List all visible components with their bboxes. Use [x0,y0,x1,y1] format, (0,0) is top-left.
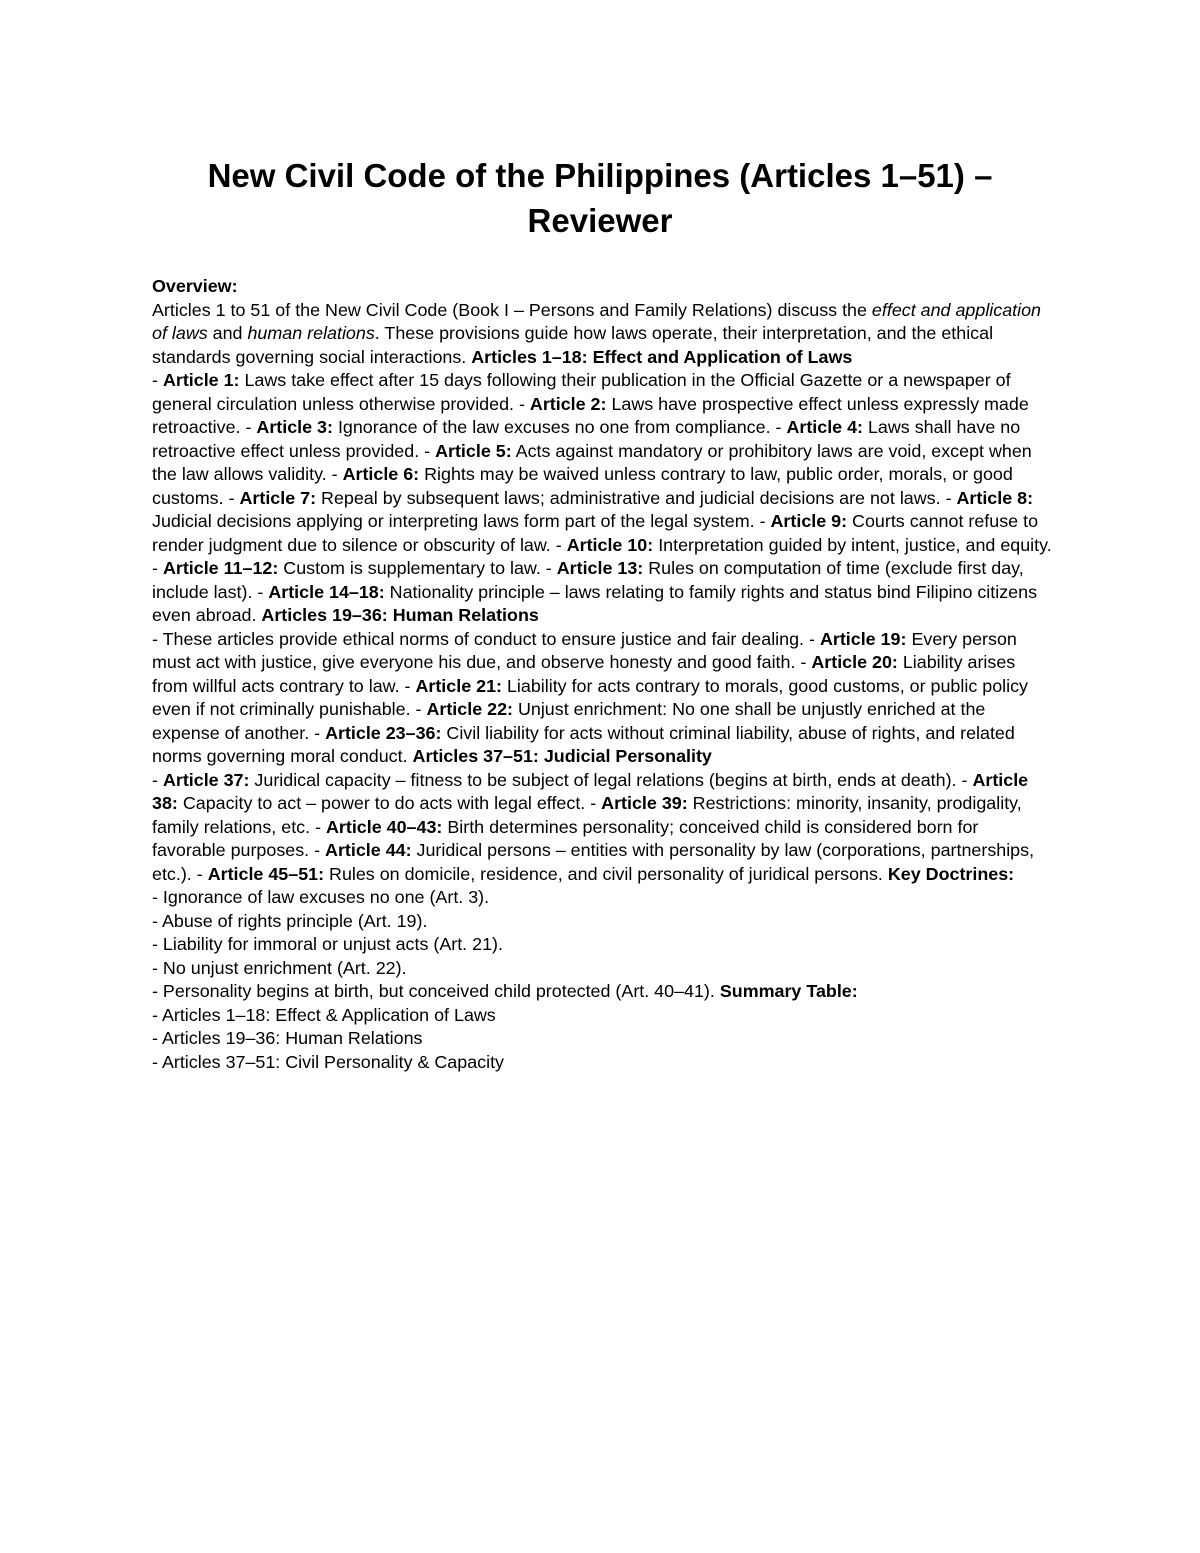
article-label: Article 11–12: [162,558,279,578]
article-text: Interpretation guided by intent, justice, and equity. [653,534,1052,555]
article-item [556,535,1052,555]
list-dash: - [555,534,567,555]
article-label: Article 40–43: [326,816,443,837]
article-text: Liability arises from willful acts contrary to law. [152,652,1016,696]
article-label: Article 45–51: [207,863,325,884]
overview-emphasis-relations: human relations [247,323,375,343]
list-dash: - [245,417,257,437]
article-label: Article 39: [601,793,688,813]
key-doctrine-item: - Liability for immoral or unjust acts (Art. 21). [152,934,503,954]
section-heading-effect-application: Articles 1–18: Effect and Application of Laws [471,346,853,367]
article-text: Rights may be waived unless contrary to law, public order, morals, or good customs. [152,464,1013,508]
summary-item: - Articles 19–36: Human Relations [152,1028,423,1048]
key-doctrines-heading: Key Doctrines: [887,863,1015,884]
summary-item: - Articles 1–18: Effect & Application of Laws [152,1004,496,1025]
list-dash: - [314,840,326,860]
article-label: Article 8: [956,487,1034,508]
key-doctrine-item: - Personality begins at birth, but conceived child protected (Art. 40–41). [152,981,720,1001]
section-judicial-personality [152,769,1052,887]
list-dash: - [152,769,163,790]
article-text: Capacity to act – power to do acts with legal effect. [177,793,591,813]
section-heading-judicial-personality: Articles 37–51: Judicial Personality [412,746,712,766]
list-dash: - [314,722,326,743]
article-text: Laws shall have no retroactive effect unless provided. [152,417,1021,461]
article-label: Article 4: [786,417,864,437]
list-dash: - [228,487,240,508]
article-label: Article 5: [435,440,512,461]
list-dash: - [331,464,343,484]
article-text: Restrictions: minority, insanity, prodigality, family relations, etc. [152,793,1022,837]
article-label: Article 1: [162,370,240,390]
list-dash: - [800,652,812,672]
article-text: Courts cannot refuse to render judgment due to silence or obscurity of law. [152,511,1039,555]
summary-item: - Articles 37–51: Civil Personality & Capacity [152,1051,504,1072]
article-text: Rules on domicile, residence, and civil personality of juridical persons. [324,863,888,884]
list-dash: - [257,581,269,602]
article-label: Article 44: [325,840,412,860]
list-dash: - [775,417,787,437]
list-dash: - [152,558,163,578]
list-dash: - [590,793,602,813]
article-label: Article 38: [152,769,1029,813]
overview-emphasis-laws: effect and application of laws [152,299,1042,343]
list-dash: - [759,511,771,531]
document-title: New Civil Code of the Philippines (Articles 1–51) – Reviewer [207,157,993,239]
article-text: Rules on computation of time (exclude first day, include last). [152,558,1024,602]
article-label: Article 20: [811,652,898,672]
list-dash: - [809,628,820,649]
list-dash: - [415,699,427,719]
article-text: Juridical persons – entities with personality by law (corporations, partnerships, etc.). [152,840,1035,884]
article-item [152,770,962,790]
list-dash: - [196,863,208,884]
article-label: Article 9: [770,511,848,531]
article-text: Ignorance of the law excuses no one from compliance. [332,417,776,437]
list-dash: - [545,558,557,578]
article-item [245,417,775,437]
article-text: Laws take effect after 15 days following their publication in the Official Gazette or a newspaper of general circulation unless otherwise provided. [152,370,1011,414]
overview-heading-line [152,275,1052,299]
article-label: Article 2: [529,393,607,414]
article-label: Article 21: [415,675,502,696]
article-label: Article 3: [256,417,333,437]
article-text: Unjust enrichment: No one shall be unjustly enriched at the expense of another. [152,699,986,743]
list-dash: - [315,816,326,837]
overview-intro: Articles 1 to 51 of the New Civil Code (Book I – Persons and Family Relations) discuss the [152,299,872,320]
article-label: Article 14–18: [268,581,385,602]
list-dash: - [424,440,436,461]
article-text: Repeal by subsequent laws; administrative and judicial decisions are not laws. [316,487,946,508]
article-text: Juridical capacity – fitness to be subject of legal relations (begins at birth, ends at death). [249,769,962,790]
article-label: Article 19: [819,628,907,649]
key-doctrine-item: - No unjust enrichment (Art. 22). [152,957,407,978]
article-text: Birth determines personality; conceived child is considered born for favorable purposes. [152,816,979,860]
article-text: Every person must act with justice, give everyone his due, and observe honesty and good faith. [152,628,1017,672]
article-label: Article 13: [556,558,644,578]
overview-and: and [207,323,248,343]
article-text: Custom is supplementary to law. [278,558,546,578]
article-text: Acts against mandatory or prohibitory laws are void, except when the law allows validity. [152,440,1032,484]
article-label: Article 6: [342,464,420,484]
summary-table-heading: Summary Table: [719,981,858,1001]
article-text: Liability for acts contrary to morals, good customs, or public policy even if not criminally punishable. [152,675,1028,719]
article-text: Civil liability for acts without criminal liability, abuse of rights, and related norms governing moral conduct. [152,722,1015,766]
article-label: Article 22: [426,699,513,719]
section-human-relations [152,628,1052,769]
section-effect-application [152,369,1052,628]
overview-rest: . These provisions guide how laws operate, their interpretation, and the ethical standards governing social interactions. [152,323,994,367]
list-dash: - [518,393,530,414]
list-dash: - [945,487,957,508]
article-label: Article 10: [566,534,654,555]
overview-paragraph [152,299,1052,370]
overview-heading: Overview: [152,276,238,296]
list-dash: - [152,370,163,390]
list-dash: - [404,675,416,696]
list-dash: - [961,769,973,790]
article-text: Nationality principle – laws relating to family rights and status bind Filipino citizens even abroad. [152,581,1038,625]
article-text: Judicial decisions applying or interpreting laws form part of the legal system. [152,511,760,531]
section-heading-human-relations: Articles 19–36: Human Relations [261,605,539,625]
section-intro: - These articles provide ethical norms of conduct to ensure justice and fair dealing. [152,628,810,649]
article-label: Article 23–36: [325,722,442,743]
key-doctrine-item: - Abuse of rights principle (Art. 19). [152,910,428,931]
article-item [197,864,888,884]
article-text: Laws have prospective effect unless expressly made retroactive. [152,393,1029,437]
document-body [152,275,1052,1074]
key-doctrine-item: - Ignorance of law excuses no one (Art. 3). [152,887,490,907]
article-item [229,488,946,508]
article-item [152,558,546,578]
article-label: Article 7: [239,487,317,508]
key-doctrine-item-last [152,980,1052,1004]
article-label: Article 37: [162,769,250,790]
